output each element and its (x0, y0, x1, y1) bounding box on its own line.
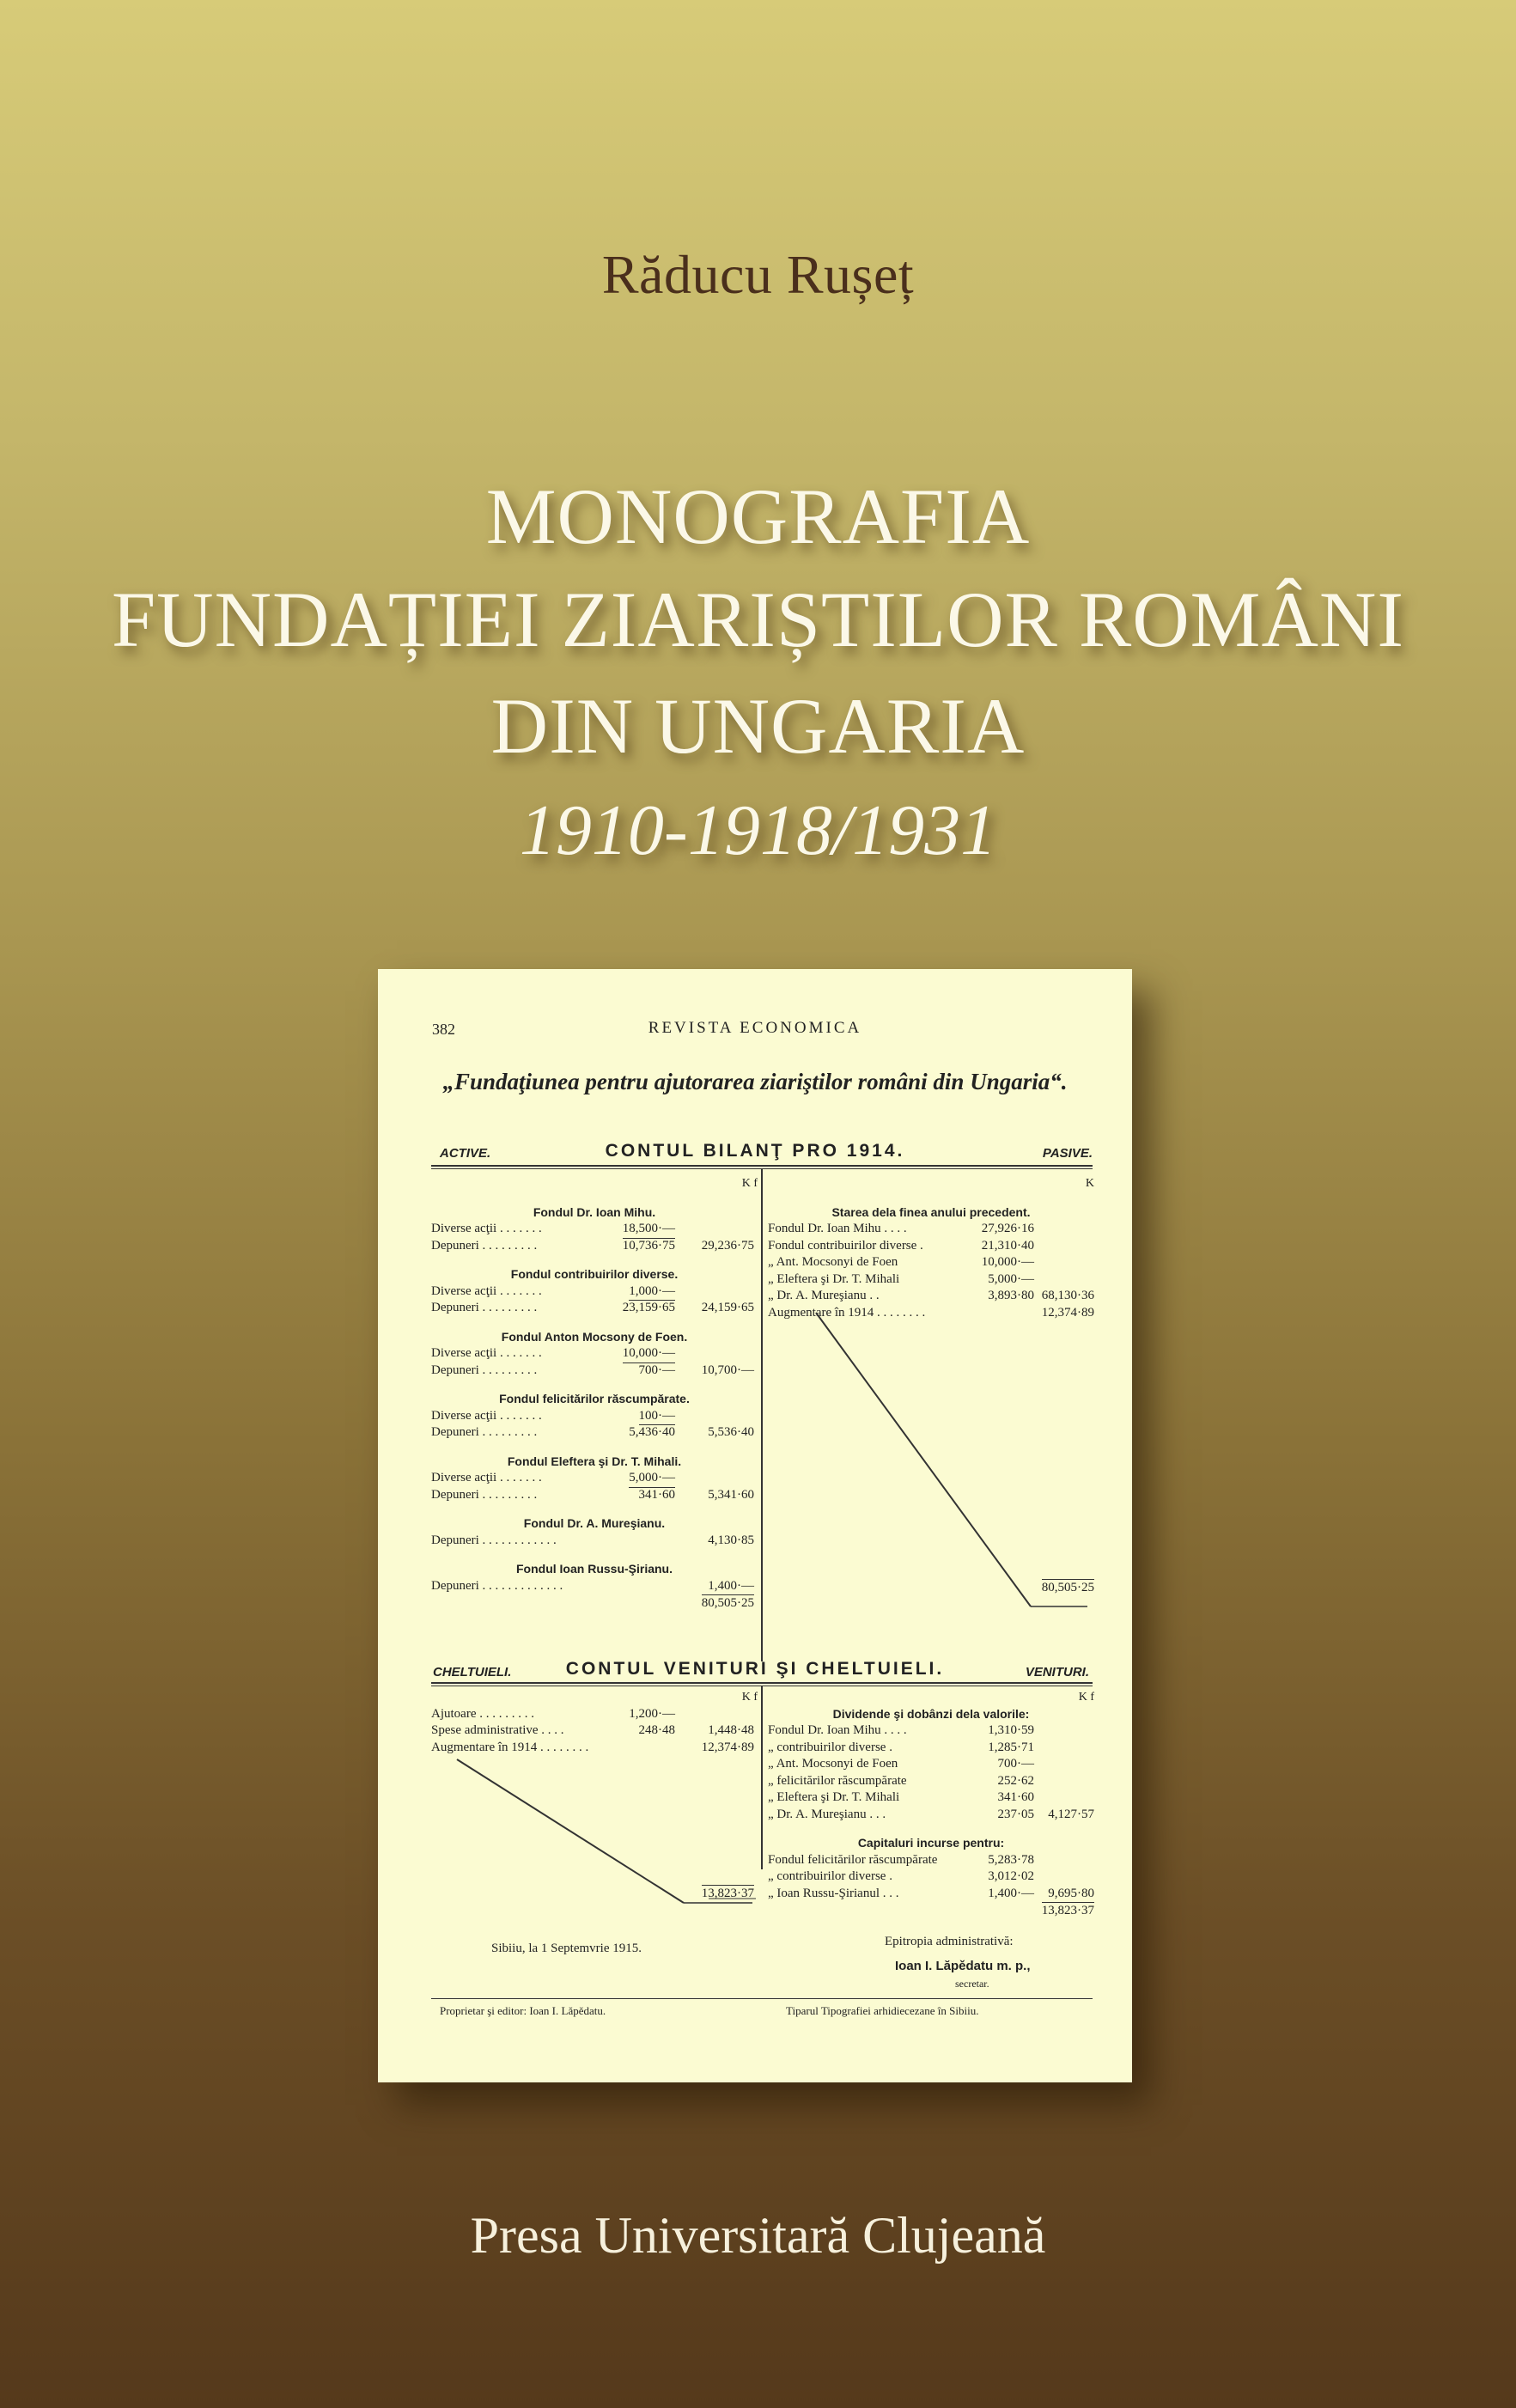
venituri-left-tag: CHELTUIELI. (433, 1665, 512, 1680)
ledger-label: „ Eleftera şi Dr. T. Mihali (768, 1271, 900, 1286)
ledger-label: Depuneri . . . . . . . . . (431, 1487, 538, 1502)
doc-signature-role: secretar. (955, 1978, 989, 1990)
book-years: 1910-1918/1931 (519, 790, 997, 870)
ledger-value: 21,310·40 (981, 1238, 1034, 1253)
fund-heading: Fondul Eleftera şi Dr. T. Mihali. (507, 1454, 682, 1468)
ledger-total-value: 24,159·65 (701, 1301, 754, 1314)
fund-heading: Fondul Ioan Russu-Şirianu. (516, 1562, 673, 1576)
ledger-label: „ Eleftera şi Dr. T. Mihali (768, 1790, 900, 1804)
doc-epitropia: Epitropia administrativă: (885, 1935, 1014, 1948)
doc-footer-left: Proprietar şi editor: Ioan I. Lăpědatu. (440, 2004, 606, 2017)
ledger-value: 3,893·80 (988, 1289, 1034, 1302)
ledger-label: Augmentare în 1914 . . . . . . . . (431, 1740, 589, 1754)
ledger-total-value: 4,130·85 (708, 1533, 754, 1547)
publisher-name: Presa Universitară Clujeană (470, 2207, 1046, 2264)
unit-label: K f (741, 1177, 758, 1190)
ledger-total-value: 12,374·89 (1041, 1305, 1094, 1320)
facsimile-document (378, 969, 1132, 2082)
ledger-label: Depuneri . . . . . . . . . (431, 1425, 538, 1439)
ledger-value: 237·05 (997, 1807, 1034, 1821)
ledger-total-value: 29,236·75 (701, 1238, 754, 1253)
ledger-total-value: 10,700·— (701, 1363, 754, 1377)
ledger-label: Augmentare în 1914 . . . . . . . . (768, 1305, 926, 1320)
cancel-lines (378, 969, 1132, 2082)
ledger-label: „ Ant. Mocsonyi de Foen (768, 1255, 898, 1269)
ledger-total-value: 5,341·60 (708, 1487, 754, 1502)
doc-journal-name: REVISTA ECONOMICA (648, 1019, 862, 1037)
bilant-left-tag: ACTIVE. (440, 1146, 491, 1161)
ledger-value: 10,000·— (623, 1345, 675, 1363)
doc-place-date: Sibiiu, la 1 Septemvrie 1915. (491, 1942, 642, 1955)
ledger-label: „ contribuirilor diverse . (768, 1740, 892, 1754)
ledger-value: 10,736·75 (622, 1238, 675, 1253)
ledger-sum: 13,823·37 (1042, 1902, 1094, 1920)
ledger-value: 10,000·— (981, 1255, 1034, 1269)
ledger-label: Spese administrative . . . . (431, 1723, 564, 1737)
doc-signature: Ioan I. Lăpědatu m. p., (895, 1959, 1031, 1973)
ledger-label: „ felicitărilor răscumpărate (768, 1773, 907, 1788)
ledger-value: 341·60 (997, 1790, 1034, 1804)
ledger-value: 100·— (639, 1408, 676, 1426)
ledger-label: Diverse acţii . . . . . . . (431, 1346, 542, 1360)
book-title-line-1: MONOGRAFIA (485, 472, 1031, 560)
ledger-label: Diverse acţii . . . . . . . (431, 1471, 542, 1484)
fund-heading: Fondul Dr. Ioan Mihu. (533, 1204, 656, 1219)
bilant-cancel-line (816, 1313, 1031, 1606)
ledger-total-value: 9,695·80 (1048, 1886, 1094, 1900)
ledger-value: 1,310·59 (988, 1723, 1034, 1737)
doc-footer-right: Tiparul Tipografiei arhidiecezane în Sibiiu. (786, 2004, 979, 2017)
ledger-value: 248·48 (638, 1723, 675, 1737)
ledger-label: Fondul contribuirilor diverse . (768, 1238, 923, 1253)
ledger-value: 27,926·16 (981, 1222, 1034, 1235)
fund-heading: Fondul contribuirilor diverse. (510, 1267, 679, 1281)
ledger-label: „ Ant. Mocsonyi de Foen (768, 1757, 898, 1771)
ledger-value: 700·— (638, 1363, 675, 1377)
ledger-label: Ajutoare . . . . . . . . . (431, 1706, 534, 1721)
ledger-value: 23,159·65 (622, 1301, 675, 1314)
venituri-heading: CONTUL VENITURI ŞI CHELTUIELI. (565, 1659, 945, 1679)
book-title-line-3: DIN UNGARIA (490, 682, 1026, 770)
income-heading: Capitaluri incurse pentru: (857, 1836, 1005, 1850)
ledger-label: Diverse acţii . . . . . . . (431, 1283, 542, 1298)
bilant-heading: CONTUL BILANŢ PRO 1914. (605, 1141, 905, 1161)
ledger-sum: 13,823·37 (702, 1885, 754, 1903)
ledger-label: „ contribuirilor diverse . (768, 1869, 892, 1883)
ledger-value: 5,283·78 (988, 1852, 1034, 1867)
ledger-value: 18,500·— (623, 1221, 675, 1239)
author-name: Răducu Rușeț (601, 244, 915, 305)
ledger-label: Fondul felicitărilor răscumpărate (768, 1852, 938, 1867)
fund-heading: Fondul Dr. A. Mureşianu. (523, 1516, 666, 1530)
ledger-sum: 80,505·25 (702, 1594, 754, 1612)
ledger-value: 341·60 (638, 1487, 675, 1502)
ledger-total-value: 4,127·57 (1048, 1807, 1094, 1821)
ledger-value: 1,285·71 (988, 1740, 1034, 1754)
ledger-label: Depuneri . . . . . . . . . (431, 1301, 538, 1314)
ledger-value: 1,200·— (629, 1706, 675, 1721)
ledger-label: „ Ioan Russu-Şirianul . . . (768, 1886, 899, 1900)
fund-heading: Fondul felicitărilor răscumpărate. (499, 1392, 690, 1405)
ledger-total-value: 68,130·36 (1041, 1289, 1094, 1302)
income-heading: Dividende şi dobânzi dela valorile: (832, 1706, 1030, 1721)
ledger-value: 1,400·— (988, 1886, 1034, 1900)
ledger-label: Fondul Dr. Ioan Mihu . . . . (768, 1222, 907, 1235)
ledger-label: Depuneri . . . . . . . . . (431, 1363, 538, 1377)
ledger-label: Depuneri . . . . . . . . . (431, 1238, 538, 1253)
ledger-label: Depuneri . . . . . . . . . . . . (431, 1533, 557, 1547)
ledger-label: „ Dr. A. Mureşianu . . . (768, 1807, 886, 1821)
fund-heading: Fondul Anton Mocsony de Foen. (501, 1329, 688, 1344)
doc-page-number: 382 (432, 1021, 455, 1038)
unit-label: K f (741, 1691, 758, 1704)
ledger-value: 1,000·— (629, 1283, 675, 1302)
unit-label: K f (1078, 1691, 1094, 1704)
ledger-label: Diverse acţii . . . . . . . (431, 1222, 542, 1235)
ledger-value: 700·— (997, 1757, 1034, 1771)
doc-footer-rule (431, 1998, 1093, 1999)
ledger-value: 5,000·— (629, 1470, 675, 1488)
ledger-value: 252·62 (997, 1773, 1034, 1788)
ledger-total-value: 1,448·48 (708, 1723, 754, 1737)
ledger-label: „ Dr. A. Mureşianu . . (768, 1289, 880, 1302)
ledger-value: 5,436·40 (629, 1425, 675, 1439)
unit-label: K (1085, 1177, 1094, 1190)
ledger-value: 5,000·— (988, 1271, 1034, 1286)
venituri-cancel-line (457, 1759, 684, 1903)
fund-heading: Starea dela finea anului precedent. (831, 1204, 1031, 1219)
ledger-value: 3,012·02 (988, 1869, 1034, 1883)
doc-title: „Fundaţiunea pentru ajutorarea ziariştilor români din Ungaria“. (442, 1069, 1068, 1094)
ledger-label: Diverse acţii . . . . . . . (431, 1408, 542, 1423)
ledger-total-value: 5,536·40 (708, 1425, 754, 1439)
venituri-right-tag: VENITURI. (1025, 1665, 1089, 1680)
ledger-sum: 80,505·25 (1042, 1579, 1094, 1597)
book-title-line-2: FUNDAȚIEI ZIARIȘTILOR ROMÂNI (112, 576, 1404, 663)
bilant-right-tag: PASIVE. (1042, 1146, 1093, 1161)
ledger-total-value: 1,400·— (708, 1578, 754, 1593)
ledger-label: Fondul Dr. Ioan Mihu . . . . (768, 1723, 907, 1737)
ledger-label: Depuneri . . . . . . . . . . . . . (431, 1578, 563, 1593)
ledger-total-value: 12,374·89 (701, 1740, 754, 1754)
